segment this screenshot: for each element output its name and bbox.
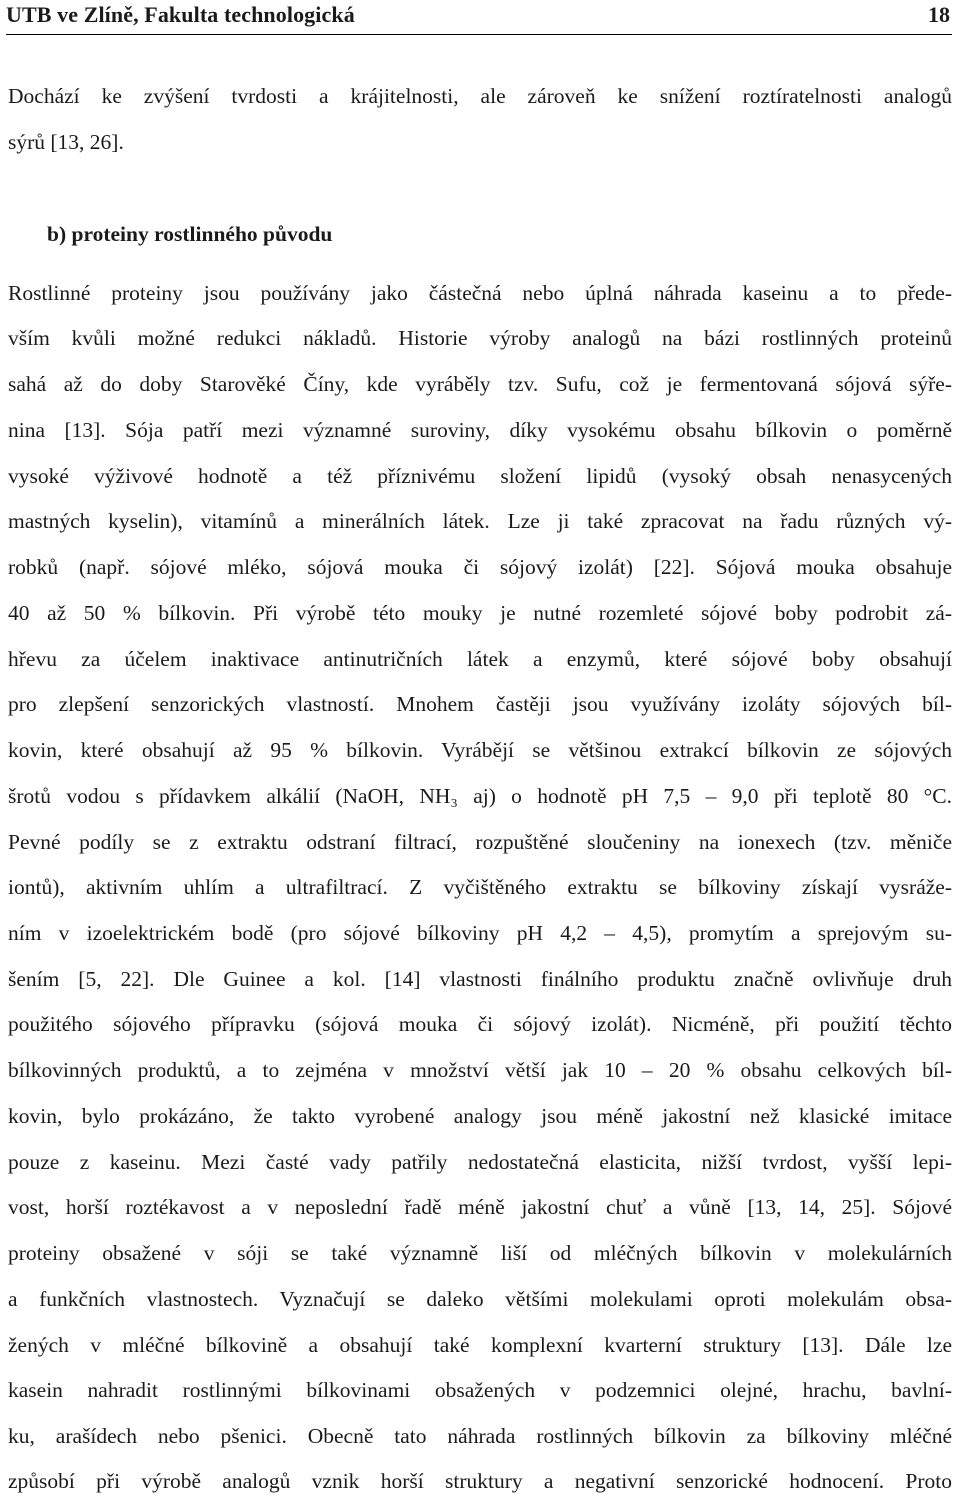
text-line: ním v izoelektrickém bodě (pro sójové bílkoviny pH 4,2 – 4,5), promytím a sprejovým su- bbox=[8, 921, 952, 945]
section-subheading: b) proteiny rostlinného původu bbox=[47, 222, 333, 246]
text-line: kovin, které obsahují až 95 % bílkovin. Vyrábějí se většinou extrakcí bílkovin ze sójových bbox=[8, 738, 952, 762]
text-line: ku, arašídech nebo pšenici. Obecně tato náhrada rostlinných bílkovin za bílkoviny mléčné bbox=[8, 1424, 952, 1448]
text-line: sahá až do doby Starověké Číny, kde vyráběly tzv. Sufu, což je fermentovaná sójová sýře- bbox=[8, 372, 952, 396]
text-line: šrotů vodou s přídavkem alkálií (NaOH, NH₃ aj) o hodnotě pH 7,5 – 9,0 při teplotě 80 °C. bbox=[8, 784, 952, 808]
text-line: Dochází ke zvýšení tvrdosti a krájitelnosti, ale zároveň ke snížení roztíratelnosti analogů bbox=[8, 84, 952, 108]
text-line: hřevu za účelem inaktivace antinutričních látek a enzymů, které sójové boby obsahují bbox=[8, 647, 952, 671]
text-line: a funkčních vlastnostech. Vyznačují se daleko většími molekulami oproti molekulám obsa- bbox=[8, 1287, 952, 1311]
text-line: vším kvůli možné redukci nákladů. Historie výroby analogů na bázi rostlinných proteinů bbox=[8, 326, 952, 350]
page-number: 18 bbox=[928, 2, 950, 27]
text-line: použitého sójového přípravku (sójová mouka či sójový izolát). Nicméně, při použití těchto bbox=[8, 1012, 952, 1036]
text-line: šením [5, 22]. Dle Guinee a kol. [14] vlastnosti finálního produktu značně ovlivňuje druh bbox=[8, 967, 952, 991]
text-line: vost, horší roztékavost a v neposlední řadě méně jakostní chuť a vůně [13, 14, 25]. Sójové bbox=[8, 1195, 952, 1219]
text-line: robků (např. sójové mléko, sójová mouka či sójový izolát) [22]. Sójová mouka obsahuje bbox=[8, 555, 952, 579]
text-line: žených v mléčné bílkovině a obsahují také komplexní kvarterní struktury [13]. Dále lze bbox=[8, 1333, 952, 1357]
text-line: pouze z kaseinu. Mezi časté vady patřily nedostatečná elasticita, nižší tvrdost, vyšší lepi- bbox=[8, 1150, 952, 1174]
text-line: nina [13]. Sója patří mezi významné suroviny, díky vysokému obsahu bílkovin o poměrně bbox=[8, 418, 952, 442]
text-line: kasein nahradit rostlinnými bílkovinami obsažených v podzemnici olejné, hrachu, bavlní- bbox=[8, 1378, 952, 1402]
text-line: 40 až 50 % bílkovin. Při výrobě této mouky je nutné rozemleté sójové boby podrobit zá- bbox=[8, 601, 952, 625]
text-line: vysoké výživové hodnotě a též příznivému složení lipidů (vysoký obsah nenasycených bbox=[8, 464, 952, 488]
text-line: způsobí při výrobě analogů vznik horší struktury a negativní senzorické hodnocení. Proto bbox=[8, 1469, 952, 1493]
header-title: UTB ve Zlíně, Fakulta technologická bbox=[6, 2, 355, 27]
text-line: iontů), aktivním uhlím a ultrafiltrací. Z vyčištěného extraktu se bílkoviny získají vysráže- bbox=[8, 875, 952, 899]
page-header bbox=[6, 0, 952, 35]
text-line: sýrů [13, 26]. bbox=[8, 130, 124, 154]
text-line: bílkovinných produktů, a to zejména v množství větší jak 10 – 20 % obsahu celkových bíl- bbox=[8, 1058, 952, 1082]
text-line: mastných kyselin), vitamínů a minerálních látek. Lze ji také zpracovat na řadu různých vý- bbox=[8, 509, 952, 533]
text-line: kovin, bylo prokázáno, že takto vyrobené analogy jsou méně jakostní než klasické imitace bbox=[8, 1104, 952, 1128]
text-line: Rostlinné proteiny jsou používány jako částečná nebo úplná náhrada kaseinu a to přede- bbox=[8, 281, 952, 305]
text-line: Pevné podíly se z extraktu odstraní filtrací, rozpuštěné sloučeniny na ionexech (tzv. měniče bbox=[8, 830, 952, 854]
text-line: proteiny obsažené v sóji se také významně liší od mléčných bílkovin v molekulárních bbox=[8, 1241, 952, 1265]
text-line: pro zlepšení senzorických vlastností. Mnohem častěji jsou využívány izoláty sójových bíl- bbox=[8, 692, 952, 716]
